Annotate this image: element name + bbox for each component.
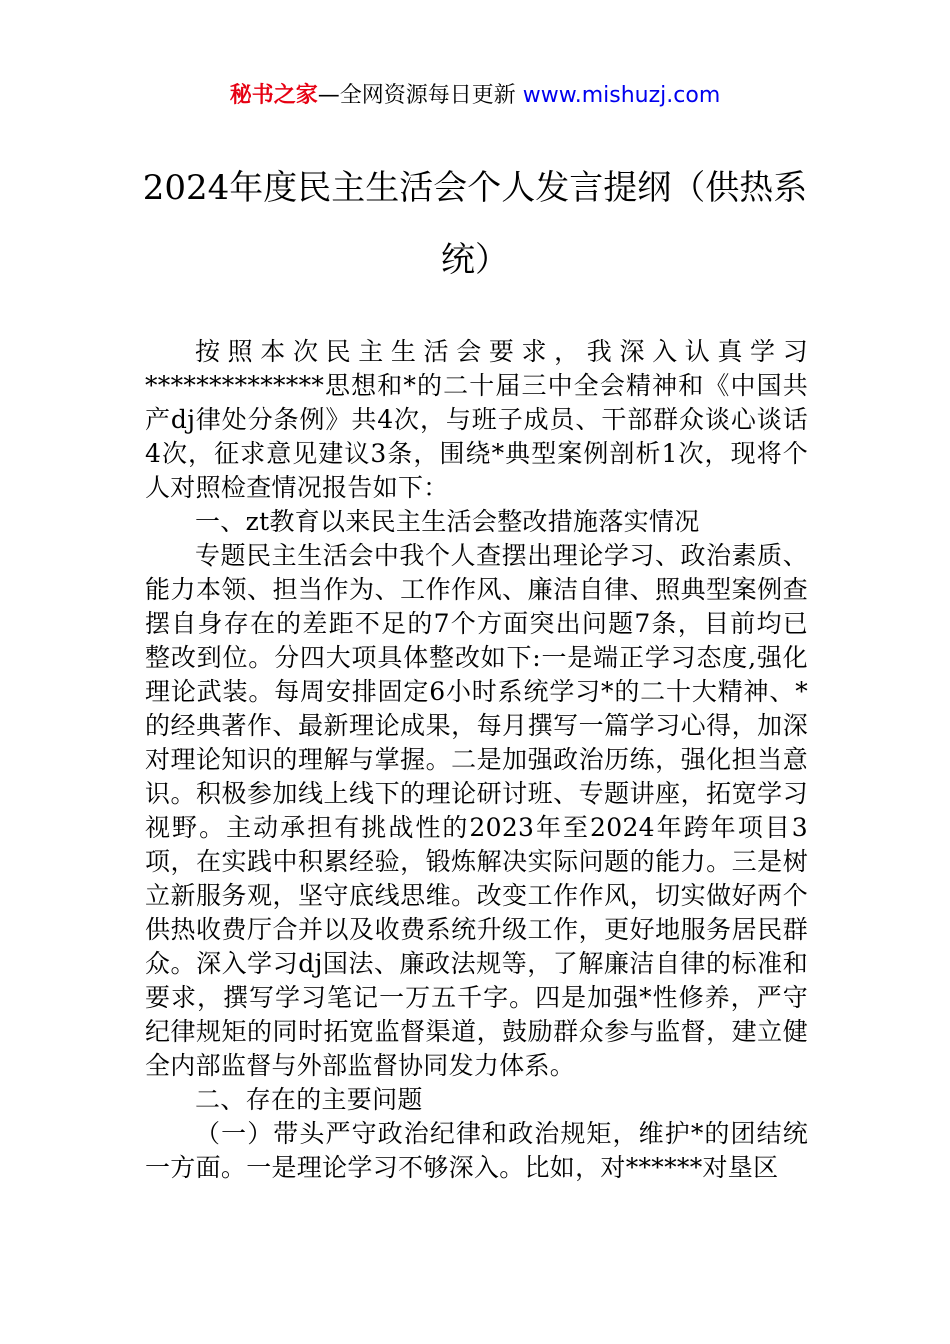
intro-paragraph: 按照本次民主生活会要求，我深入认真学习**************思想和*的二十届三中全会精神和《中国共产dj律处分条例》共4次，与班子成员、干部群众谈心谈话4次，征求意见建议3条，围绕*典型案例剖析1次，现将个人对照检查情况报告如下： [145,337,808,502]
section-heading-1: 一、zt教育以来民主生活会整改措施落实情况 [195,507,700,536]
document-body [145,335,808,1185]
site-tagline: —全网资源每日更新 [317,83,523,108]
section-1-paragraph: 专题民主生活会中我个人查摆出理论学习、政治素质、能力本领、担当作为、工作作风、廉洁自律、照典型案例查摆自身存在的差距不足的7个方面突出问题7条，目前均已整改到位。分四大项具体整改如下:一是端正学习态度,强化理论武装。每周安排固定6小时系统学习*的二十大精神、*的经典著作、最新理论成果，每月撰写一篇学习心得，加深对理论知识的理解与掌握。二是加强政治历练，强化担当意识。积极参加线上线下的理论研讨班、专题讲座，拓宽学习视野。主动承担有挑战性的2023年至2024年跨年项目3项，在实践中积累经验，锻炼解决实际问题的能力。三是树立新服务观，坚守底线思维。改变工作作风，切实做好两个供热收费厅合并以及收费系统升级工作，更好地服务居民群众。深入学习dj国法、廉政法规等，了解廉洁自律的标准和要求，撰写学习笔记一万五千字。四是加强*性修养，严守纪律规矩的同时拓宽监督渠道，鼓励群众参与监督，建立健全内部监督与外部监督协同发力体系。 [145,541,808,1080]
site-url-link[interactable]: www.mishuzj.com [522,83,721,108]
document-title: 2024年度民主生活会个人发言提纲（供热系统） [142,168,808,280]
section-2-paragraph: （一）带头严守政治纪律和政治规矩，维护*的团结统一方面。一是理论学习不够深入。比如，对******对垦区 [145,1119,808,1182]
section-heading-2: 二、存在的主要问题 [195,1085,423,1114]
site-header [0,80,950,112]
site-brand: 秘书之家 [229,83,318,108]
